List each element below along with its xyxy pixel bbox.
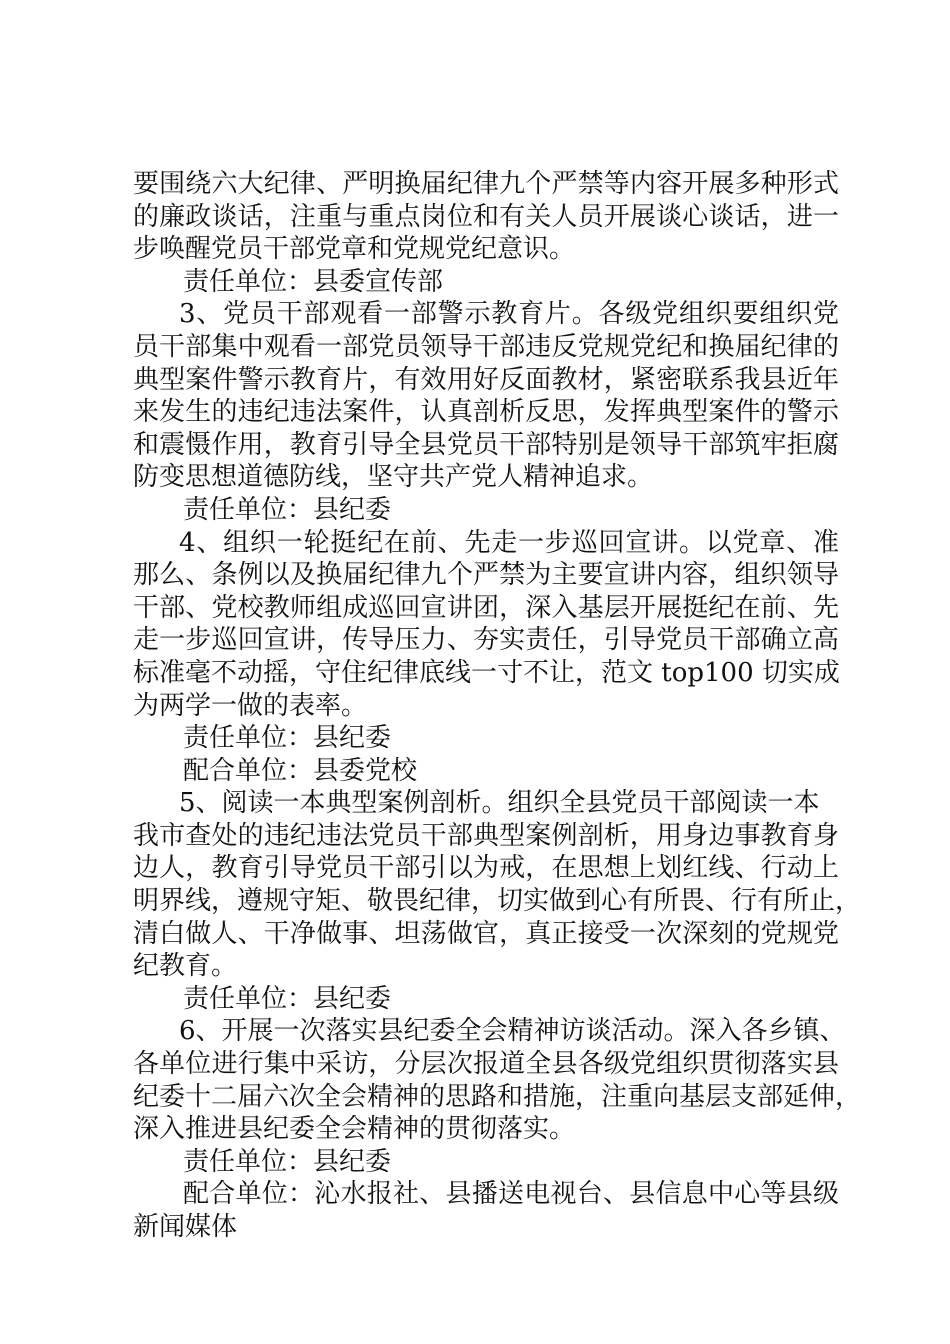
text-line: 典型案件警示教育片，有效用好反面教材，紧密联系我县近年 [133, 364, 839, 395]
text-line: 来发生的违纪违法案件，认真剖析反思，发挥典型案件的警示 [133, 397, 839, 428]
text-line: 边人，教育引导党员干部引以为戒，在思想上划红线、行动上 [133, 853, 839, 884]
text-line: 员干部集中观看一部党员领导干部违反党规党纪和换届纪律的 [133, 331, 839, 362]
text-line: 我市查处的违纪违法党员干部典型案例剖析，用身边事教育身 [133, 820, 839, 851]
text-line: 清白做人、干净做事、坦荡做官，真正接受一次深刻的党规党 [133, 918, 839, 949]
responsible-unit-line: 责任单位：县纪委 [183, 1146, 392, 1177]
text-line: 的廉政谈话，注重与重点岗位和有关人员开展谈心谈话，进一 [133, 201, 839, 232]
text-line: 深入推进县纪委全会精神的贯彻落实。 [133, 1114, 576, 1145]
item-heading-line: 4、组织一轮挺纪在前、先走一步巡回宣讲。以党章、准 [179, 527, 839, 558]
cooperating-unit-line: 配合单位：县委党校 [183, 755, 418, 786]
responsible-unit-line: 责任单位：县委宣传部 [183, 266, 444, 297]
text-line: 那么、条例以及换届纪律九个严禁为主要宣讲内容，组织领导 [133, 560, 839, 591]
text-line: 步唤醒党员干部党章和党规党纪意识。 [133, 234, 576, 265]
responsible-unit-line: 责任单位：县纪委 [183, 983, 392, 1014]
responsible-unit-line: 责任单位：县纪委 [183, 494, 392, 525]
text-line: 和震慑作用，教育引导全县党员干部特别是领导干部筑牢拒腐 [133, 429, 839, 460]
responsible-unit-line: 责任单位：县纪委 [183, 723, 392, 754]
text-line: 纪教育。 [133, 951, 238, 982]
cooperating-unit-line: 配合单位：沁水报社、县播送电视台、县信息中心等县级 [183, 1179, 839, 1210]
item-heading-line: 5、阅读一本典型案例剖析。组织全县党员干部阅读一本 [179, 788, 820, 819]
item-heading-line: 3、党员干部观看一部警示教育片。各级党组织要组织党 [179, 299, 839, 330]
text-line: 走一步巡回宣讲，传导压力、夯实责任，引导党员干部确立高 [133, 625, 839, 656]
text-line: 各单位进行集中采访，分层次报道全县各级党组织贯彻落实县 [133, 1049, 839, 1080]
text-line: 要围绕六大纪律、严明换届纪律九个严禁等内容开展多种形式 [133, 169, 839, 199]
text-line: 新闻媒体 [133, 1212, 238, 1242]
text-line: 标准毫不动摇，守住纪律底线一寸不让，范文 top100 切实成 [133, 657, 840, 688]
text-line: 纪委十二届六次全会精神的思路和措施，注重向基层支部延伸， [133, 1081, 862, 1112]
text-line: 防变思想道德防线，坚守共产党人精神追求。 [133, 462, 654, 493]
document-body [133, 168, 862, 1244]
text-line: 干部、党校教师组成巡回宣讲团，深入基层开展挺纪在前、先 [133, 592, 839, 623]
text-line: 为两学一做的表率。 [133, 690, 368, 721]
item-heading-line: 6、开展一次落实县纪委全会精神访谈活动。深入各乡镇、 [179, 1016, 846, 1047]
text-line: 明界线，遵规守矩、敬畏纪律，切实做到心有所畏、行有所止， [133, 886, 862, 917]
